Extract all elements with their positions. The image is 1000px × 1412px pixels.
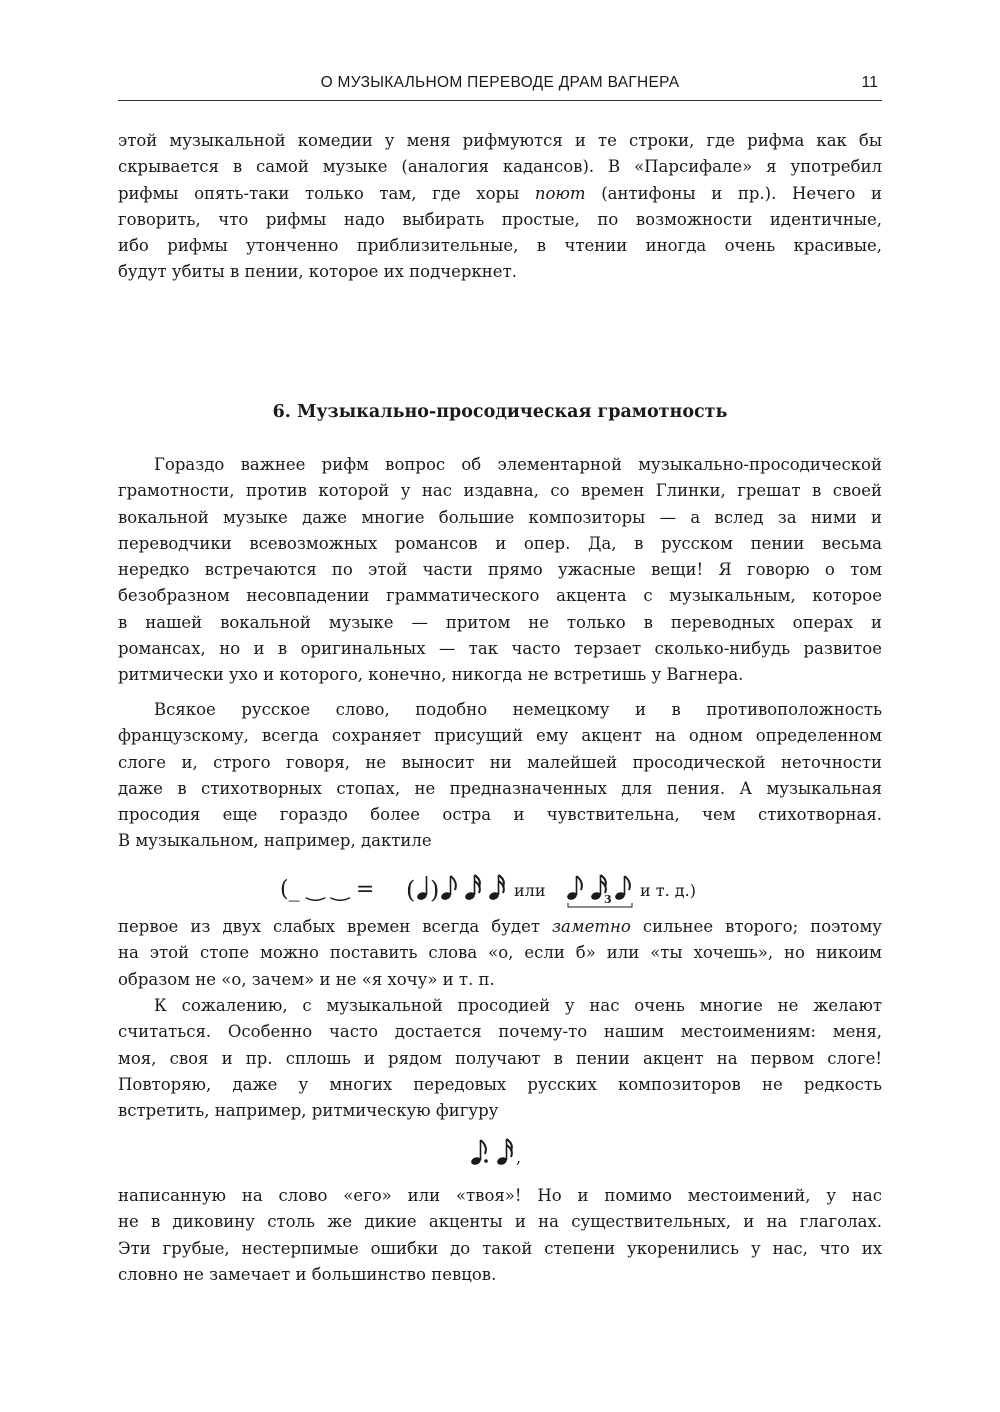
text-line: скрывается в самой музыке (аналогия кадансов). В «Парсифале» я употребил: [118, 157, 882, 177]
text-line: Всякое русское слово, подобно немецкому и в противоположность: [154, 700, 882, 719]
text-line: просодия еще гораздо более остра и чувствительна, чем стихотворная.: [118, 805, 882, 825]
rhythmic-figure-notation: [468, 1133, 548, 1173]
quarter-note-icon: [416, 876, 428, 901]
dotted-eighth-note-icon: [470, 1140, 488, 1166]
dactyl-rhythm-notation: [280, 870, 760, 910]
text-line: рифмы опять-таки только там, где хоры поют (антифоны и пр.). Нечего и: [118, 183, 882, 203]
triplet-number: 3: [604, 893, 612, 906]
or-word: или: [514, 881, 546, 900]
meter-symbols: (_ ‿ ‿ =: [280, 877, 375, 902]
paragraph: [118, 452, 882, 689]
paragraph: [118, 914, 882, 993]
text-line: В музыкальном, например, дактиле: [118, 831, 432, 851]
text-line: ритмически ухо и которого, конечно, никогда не встретишь у Вагнера.: [118, 665, 744, 685]
triplet-eighth-notes-icon: [566, 875, 632, 907]
text-line: считаться. Особенно часто достается почему-то нашим местоимениям: меня,: [118, 1022, 882, 1042]
svg-text:(: (: [406, 876, 416, 904]
text-line: Гораздо важнее рифм вопрос об элементарной музыкально-просодической: [154, 455, 882, 474]
paragraph-continuation: [118, 128, 882, 286]
text-line: ибо рифмы утонченно приблизительные, в чтении иногда очень красивые,: [118, 236, 882, 256]
text-line: Повторяю, даже у многих передовых русских композиторов не редкость: [118, 1074, 882, 1094]
eighth-note-icon: [440, 876, 456, 901]
text-line: первое из двух слабых времен всегда будет заметно сильнее второго; поэтому: [118, 917, 882, 936]
text-line: в нашей вокальной музыке — притом не только в переводных операх и: [118, 612, 882, 632]
text-line: написанную на слово «его» или «твоя»! Но и помимо местоимений, у нас: [118, 1186, 882, 1205]
text-line: французскому, всегда сохраняет присущий ему акцент на одном определенном: [118, 726, 882, 746]
paragraph: [118, 697, 882, 855]
text-line: вокальной музыке даже многие большие композиторы — а вслед за ними и: [118, 507, 882, 527]
text-line: моя, своя и пр. сплошь и рядом получают в пении акцент на первом слоге!: [118, 1048, 882, 1068]
text-line: Эти грубые, нестерпимые ошибки до такой степени укоренились у нас, что их: [118, 1238, 882, 1258]
paragraph: [118, 1183, 882, 1288]
text-line: романсах, но и в оригинальных — так часто терзает сколько-нибудь развитое: [118, 639, 882, 659]
section-heading: 6. Музыкально-просодическая грамотность: [272, 402, 728, 422]
text-line: встретить, например, ритмическую фигуру: [118, 1101, 499, 1121]
text-line: безобразном несовпадении грамматического акцента с музыкальным, которое: [118, 586, 882, 606]
svg-text:): ): [430, 876, 440, 904]
italic-word: поют: [534, 183, 586, 203]
text-line: словно не замечает и большинство певцов.: [118, 1264, 497, 1284]
running-header: [118, 70, 882, 101]
etc-text: и т. д.): [640, 881, 696, 900]
text-line: грамотности, против которой у нас издавна, со времен Глинки, грешат в своей: [118, 481, 882, 501]
text-line: будут убиты в пении, которое их подчеркнет.: [118, 262, 517, 282]
sixteenth-note-icon: [488, 875, 504, 901]
italic-word: заметно: [552, 917, 631, 936]
text-line: не в диковину столь же дикие акценты и на существительных, и на глаголах.: [118, 1212, 882, 1232]
text-line: К сожалению, с музыкальной просодией у нас очень многие не желают: [154, 996, 882, 1015]
text-line: даже в стихотворных стопах, не предназначенных для пения. А музыкальная: [118, 778, 882, 798]
text-line: этой музыкальной комедии у меня рифмуются и те строки, где рифма как бы: [118, 131, 882, 150]
text-line: переводчики всевозможных романсов и опер. Да, в русском пении весьма: [118, 533, 882, 553]
text-line: образом не «о, зачем» и не «я хочу» и т. п.: [118, 969, 495, 989]
text-line: нередко встречаются по этой части прямо ужасные вещи! Я говорю о том: [118, 560, 882, 580]
sixteenth-note-icon: [496, 1139, 512, 1166]
text-line: говорить, что рифмы надо выбирать простые, по возможности идентичные,: [118, 209, 882, 229]
comma: ,: [516, 1148, 522, 1167]
page-number: 11: [861, 74, 878, 91]
paragraph: [118, 993, 882, 1124]
sixteenth-note-icon: [464, 875, 480, 901]
running-title: О МУЗЫКАЛЬНОМ ПЕРЕВОДЕ ДРАМ ВАГНЕРА: [320, 74, 680, 91]
text-line: на этой стопе можно поставить слова «о, если б» или «ты хочешь», но никоим: [118, 943, 882, 963]
text-line: слоге и, строго говоря, не выносит ни малейшей просодической неточности: [118, 752, 882, 772]
